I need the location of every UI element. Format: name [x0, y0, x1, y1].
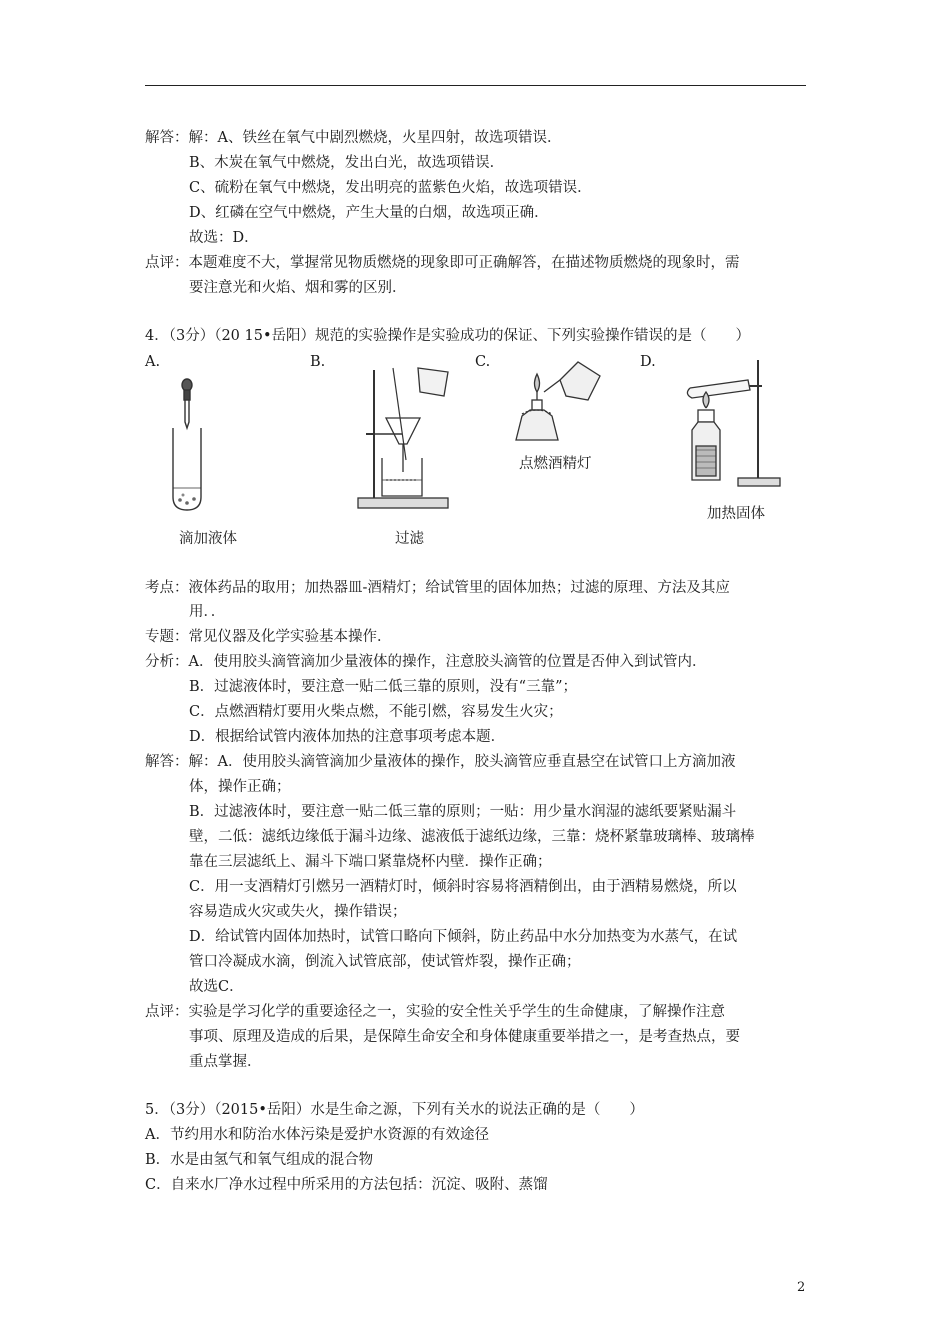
q4-zhuanti-line: 专题：常见仪器及化学实验基本操作．: [145, 629, 392, 645]
q4-fenxi-d: D．根据给试管内液体加热的注意事项考虑本题．: [189, 729, 506, 745]
q3-answer: 故选：D．: [189, 230, 259, 246]
q3-jieda-d: D、红磷在空气中燃烧，产生大量的白烟，故选项正确．: [189, 205, 549, 221]
figure-lighting-alcohol-lamp: [508, 352, 608, 447]
q3-jieda-b: B、木炭在氧气中燃烧，发出白光，故选项错误．: [189, 155, 505, 171]
q4-dianping-1: 事项、原理及造成的后果，是保障生命安全和身体健康重要举措之一，是考查热点，要: [189, 1029, 740, 1045]
figure-filtration: [352, 360, 452, 515]
q4-option-c-caption: 点燃酒精灯: [519, 456, 592, 472]
q4-option-b-caption: 过滤: [395, 531, 424, 547]
q4-jieda-1: 体，操作正确；: [189, 779, 291, 795]
q4-jieda-5: C．用一支酒精灯引燃另一酒精灯时，倾斜时容易将酒精倒出，由于酒精易燃烧，所以: [189, 879, 737, 895]
page-number: 2: [797, 1280, 806, 1295]
q4-kaodian-line: 考点：液体药品的取用；加热器皿-酒精灯；给试管里的固体加热；过滤的原理、方法及其应: [145, 580, 730, 596]
figure-dropper-test-tube: [160, 372, 230, 522]
q4-option-d-caption: 加热固体: [707, 506, 765, 522]
q4-jieda-9: 故选C．: [189, 979, 244, 995]
q5-option-c: C．自来水厂净水过程中所采用的方法包括：沉淀、吸附、蒸馏: [145, 1177, 548, 1193]
q4-jieda-2: B．过滤液体时，要注意一贴二低三靠的原则；一贴：用少量水润湿的滤纸要紧贴漏斗: [189, 804, 737, 820]
q5-option-a: A．节约用水和防治水体污染是爱护水资源的有效途径: [145, 1127, 489, 1143]
q5-option-b: B．水是由氢气和氧气组成的混合物: [145, 1152, 374, 1168]
q3-jieda-c: C、硫粉在氧气中燃烧，发出明亮的蓝紫色火焰，故选项错误．: [189, 180, 592, 196]
q4-jieda-3: 壁，二低：滤纸边缘低于漏斗边缘、滤液低于滤纸边缘，三靠：烧杯紧靠玻璃棒、玻璃棒: [189, 829, 755, 845]
q5-stem: 5．（3分）（2015•岳阳）水是生命之源，下列有关水的说法正确的是（ ）: [145, 1102, 644, 1118]
q3-dianping-cont: 要注意光和火焰、烟和雾的区别．: [189, 280, 407, 296]
q4-kaodian-cont: 用．．: [189, 604, 226, 620]
q4-dianping-line: 点评：实验是学习化学的重要途径之一，实验的安全性关乎学生的生命健康，了解操作注意: [145, 1004, 725, 1020]
q4-jieda-line: 解答：解：A．使用胶头滴管滴加少量液体的操作，胶头滴管应垂直悬空在试管口上方滴加液: [145, 754, 736, 770]
header-rule: [145, 85, 806, 86]
q4-option-c-label: C.: [475, 354, 491, 370]
figure-heating-solid: [680, 350, 785, 490]
q4-option-a-caption: 滴加液体: [179, 531, 237, 547]
q4-fenxi-c: C．点燃酒精灯要用火柴点燃，不能引燃，容易发生火灾；: [189, 704, 563, 720]
q4-jieda-6: 容易造成火灾或失火，操作错误；: [189, 904, 407, 920]
q4-jieda-8: 管口冷凝成水滴，倒流入试管底部，使试管炸裂，操作正确；: [189, 954, 581, 970]
q4-jieda-4: 靠在三层滤纸上、漏斗下端口紧靠烧杯内壁．操作正确；: [189, 854, 552, 870]
q4-stem: 4．（3分）（20 15•岳阳）规范的实验操作是实验成功的保证、下列实验操作错误的是（ ）: [145, 328, 751, 344]
q4-dianping-2: 重点掌握．: [189, 1054, 262, 1070]
q3-jieda-line: 解答：解：A、铁丝在氧气中剧烈燃烧，火星四射，故选项错误．: [145, 130, 562, 146]
q3-dianping-line: 点评：本题难度不大，掌握常见物质燃烧的现象即可正确解答，在描述物质燃烧的现象时，需: [145, 255, 740, 271]
q4-option-d-label: D.: [640, 354, 656, 370]
q4-fenxi-line: 分析：A．使用胶头滴管滴加少量液体的操作，注意胶头滴管的位置是否伸入到试管内．: [145, 654, 707, 670]
q4-fenxi-b: B．过滤液体时，要注意一贴二低三靠的原则，没有“三靠”；: [189, 679, 577, 695]
q4-option-a-label: A.: [145, 354, 161, 370]
q4-option-b-label: B.: [310, 354, 326, 370]
q4-jieda-7: D．给试管内固体加热时，试管口略向下倾斜，防止药品中水分加热变为水蒸气，在试: [189, 929, 738, 945]
